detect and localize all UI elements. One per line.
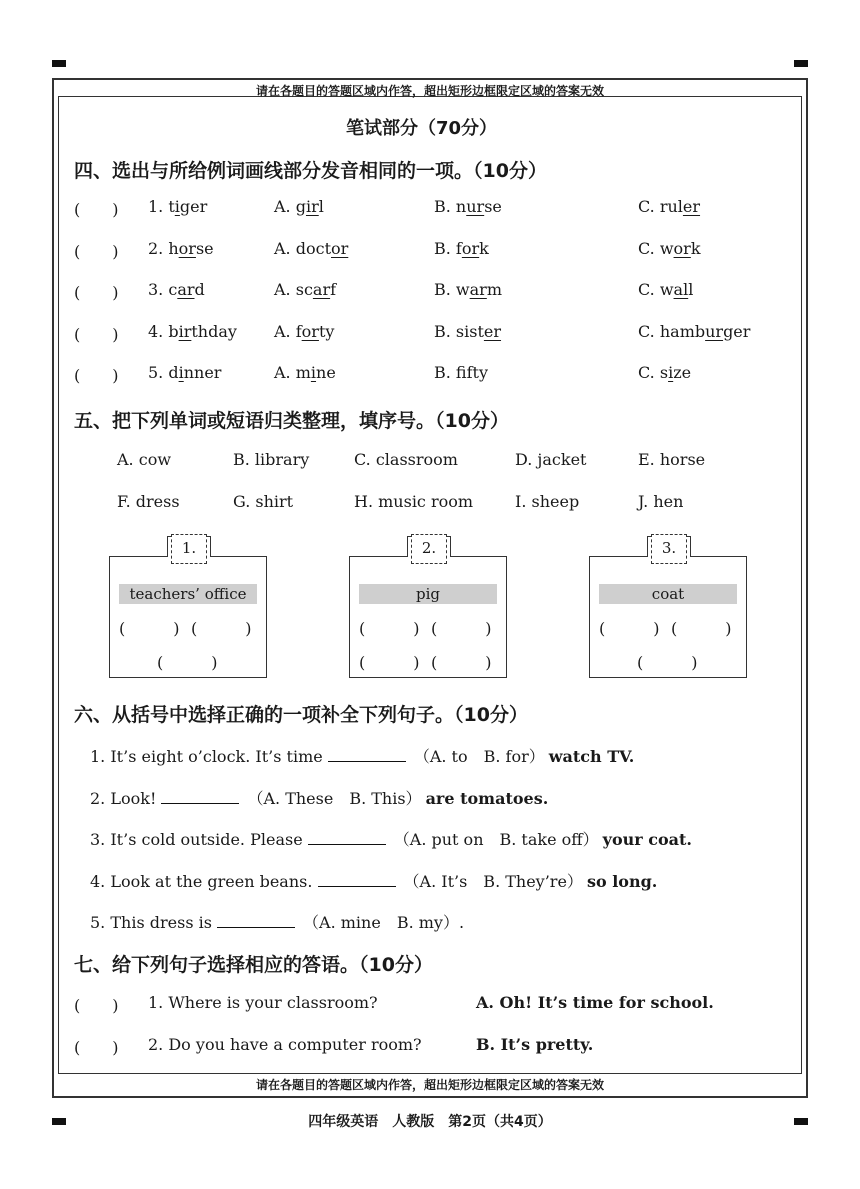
option-a <box>274 363 336 382</box>
option-text-part: se <box>484 197 502 216</box>
section-5-title: 五、把下列单词或短语归类整理，填序号。（10分） <box>74 410 509 432</box>
option-text-part: er <box>682 197 701 216</box>
example-word-text <box>148 239 214 258</box>
sentence-item <box>90 744 634 767</box>
category-example-bar: pig <box>359 584 497 604</box>
option-text-part: l <box>318 197 324 216</box>
question-text: 1. Where is your classroom? <box>148 993 378 1012</box>
option-text <box>434 363 488 382</box>
sentence-text: 2. Look! <box>90 788 157 808</box>
question-text: 2. Do you have a computer room? <box>148 1034 422 1054</box>
answer-bracket[interactable]: ( ) <box>431 619 492 638</box>
option-text-part: C. hamb <box>638 321 706 341</box>
answer-bracket[interactable]: ( ) <box>431 653 492 672</box>
answer-bracket[interactable]: ( ) <box>74 200 119 219</box>
option-text-part: A. m <box>274 363 311 382</box>
sentence-text: 3. It’s cold outside. Please <box>90 830 303 849</box>
page-heading: 笔试部分（70分） <box>346 118 498 139</box>
option-text-part: ze <box>673 363 692 382</box>
option-text-part: or <box>331 238 349 258</box>
word-bank-item: F. dress <box>117 492 180 511</box>
answer-options: （A. to B. for） <box>413 747 545 766</box>
answer-blank[interactable] <box>161 789 239 804</box>
option-text <box>638 197 700 216</box>
answer-bracket[interactable]: ( ) <box>359 653 420 672</box>
section-7-title: 七、给下列句子选择相应的答语。（10分） <box>74 954 433 976</box>
option-text-part: ger <box>723 321 751 341</box>
answer-bracket[interactable]: ( ) <box>74 996 119 1015</box>
example-word-text <box>148 197 207 216</box>
word-bank-item: H. music room <box>354 492 474 511</box>
option-a <box>274 280 336 299</box>
option-text-part: i <box>310 363 317 382</box>
word-bank-item: C. classroom <box>354 450 458 469</box>
option-text <box>274 239 348 258</box>
sentence-item <box>90 827 692 850</box>
option-text-part: ne <box>316 363 336 382</box>
example-word-text <box>148 322 237 341</box>
option-text-part: m <box>486 280 502 299</box>
sentence-text: 4. Look at the green beans. <box>90 871 313 891</box>
option-text-part: ar <box>469 280 487 299</box>
option-text <box>434 280 502 299</box>
option-text <box>274 322 334 341</box>
registration-mark-top-left <box>52 60 66 67</box>
example-word-text-part: ar <box>177 280 195 299</box>
option-text <box>434 322 501 341</box>
answer-bracket[interactable]: ( ) <box>359 619 420 638</box>
answer-options: （A. These B. This） <box>247 788 422 808</box>
sentence-item <box>90 910 468 933</box>
option-text-part: A. sc <box>274 280 313 299</box>
sentence-text: 1. It’s eight o’clock. It’s time <box>90 747 323 766</box>
answer-bracket[interactable]: ( ) <box>637 653 698 672</box>
option-text-part: B. n <box>434 197 467 216</box>
option-text-part: ur <box>705 321 724 341</box>
word-bank-item: D. jacket <box>515 450 587 469</box>
option-c <box>638 363 691 382</box>
option-b <box>434 197 502 216</box>
option-a <box>274 197 324 216</box>
section-6-title: 六、从括号中选择正确的一项补全下列句子。（10分） <box>74 704 528 726</box>
option-text-part: k <box>479 238 489 258</box>
option-text <box>274 363 336 382</box>
option-text-part: C. s <box>638 363 669 382</box>
answer-blank[interactable] <box>318 872 396 887</box>
category-number-tab: 3. <box>651 534 687 564</box>
option-text-part: er <box>483 321 502 341</box>
option-text <box>638 363 691 382</box>
answer-options: （A. put on B. take off） <box>393 830 599 849</box>
option-text <box>434 239 489 258</box>
option-text-part: B. sist <box>434 321 484 341</box>
option-c <box>638 239 701 258</box>
example-word-text-part: ir <box>178 321 192 341</box>
word-bank-item: I. sheep <box>515 492 580 511</box>
option-a <box>274 239 348 258</box>
option-text-part: l <box>688 280 694 299</box>
answer-options: （A. mine B. my）. <box>303 913 465 932</box>
option-text-part: ir <box>305 197 319 216</box>
sentence-ending: so long. <box>586 871 658 891</box>
option-a <box>274 322 334 341</box>
answer-options: （A. It’s B. They’re） <box>403 871 583 891</box>
example-word-text <box>148 363 221 382</box>
example-word-text-part: 5. d <box>148 363 179 382</box>
example-word-text-part: i <box>178 363 184 382</box>
example-word-text-part: 2. h <box>148 238 179 258</box>
answer-bracket[interactable]: ( ) <box>74 324 119 344</box>
answer-blank[interactable] <box>217 913 295 928</box>
option-c <box>638 322 750 341</box>
sentence-ending: are tomatoes. <box>425 788 549 808</box>
option-b <box>434 322 501 341</box>
option-text-part: or <box>673 238 691 258</box>
option-text-part: B. f <box>434 363 467 382</box>
sentence-ending: watch TV. <box>548 747 635 766</box>
category-example-bar: coat <box>599 584 737 604</box>
option-text-part: f <box>330 280 337 299</box>
category-example-bar: teachers’ office <box>119 584 257 604</box>
option-text-part: ar <box>312 280 331 299</box>
word-bank-item: B. library <box>233 450 310 469</box>
answer-bracket[interactable]: ( ) <box>74 1037 119 1057</box>
option-text-part: fty <box>466 363 488 382</box>
example-word-text-part: thday <box>191 321 237 341</box>
example-word-text-part: or <box>178 238 196 258</box>
option-text <box>638 239 701 258</box>
section-4-title: 四、选出与所给例词画线部分发音相同的一项。（10分） <box>74 160 547 182</box>
answer-bracket[interactable]: ( ) <box>671 619 732 638</box>
option-b <box>434 363 488 382</box>
example-word-text-part: se <box>195 238 214 258</box>
option-text-part: C. w <box>638 280 674 299</box>
example-word <box>148 363 221 382</box>
sentence-item <box>90 786 548 809</box>
option-text-part: or <box>301 321 319 341</box>
example-word <box>148 280 205 299</box>
option-text-part: B. w <box>434 280 470 299</box>
answer-bracket[interactable]: ( ) <box>119 619 180 638</box>
example-word-text-part: ger <box>179 197 208 216</box>
sentence-item <box>90 869 657 892</box>
option-text-part: A. f <box>274 321 302 341</box>
option-text <box>274 197 324 216</box>
response-option: B. It’s pretty. <box>476 1034 594 1054</box>
bottom-notice: 请在各题目的答题区域内作答，超出矩形边框限定区域的答案无效 <box>255 1078 604 1092</box>
option-text <box>638 280 693 299</box>
top-notice: 请在各题目的答题区域内作答，超出矩形边框限定区域的答案无效 <box>255 84 604 98</box>
option-text-part: A. g <box>274 197 306 216</box>
word-bank-item: G. shirt <box>233 492 294 511</box>
option-text <box>638 322 750 341</box>
example-word-text-part: d <box>194 280 205 299</box>
answer-bracket[interactable]: ( ) <box>74 283 119 302</box>
example-word <box>148 239 214 258</box>
option-b <box>434 280 502 299</box>
category-number-tab: 1. <box>171 534 207 564</box>
word-bank-item: A. cow <box>117 450 172 469</box>
sentence-ending: your coat. <box>602 830 692 849</box>
category-number-tab: 2. <box>411 534 447 564</box>
sentence-text: 5. This dress is <box>90 913 212 932</box>
response-option: A. Oh! It’s time for school. <box>476 993 714 1012</box>
option-text-part: i <box>668 363 674 382</box>
option-text-part: al <box>673 280 689 299</box>
answer-bracket[interactable]: ( ) <box>191 619 252 638</box>
option-text-part: ty <box>318 321 335 341</box>
page-footer: 四年级英语 人教版 第2页（共4页） <box>308 1114 552 1130</box>
registration-mark-top-right <box>794 60 808 67</box>
option-c <box>638 197 700 216</box>
answer-bracket[interactable]: ( ) <box>74 366 119 385</box>
answer-blank[interactable] <box>308 830 386 845</box>
example-word-text-part: 3. c <box>148 280 178 299</box>
example-word-text-part: 1. t <box>148 197 175 216</box>
option-text-part: ur <box>466 197 485 216</box>
answer-blank[interactable] <box>328 747 406 762</box>
example-word-text-part: 4. b <box>148 321 179 341</box>
example-word <box>148 322 237 341</box>
example-word-text-part: nner <box>183 363 222 382</box>
option-text-part: C. rul <box>638 197 683 216</box>
option-b <box>434 239 489 258</box>
example-word <box>148 197 207 216</box>
example-word-text <box>148 280 205 299</box>
word-bank-item: J. hen <box>638 492 684 511</box>
answer-bracket[interactable]: ( ) <box>157 653 218 672</box>
answer-bracket[interactable]: ( ) <box>74 241 119 261</box>
option-text-part: or <box>461 238 480 258</box>
option-c <box>638 280 693 299</box>
option-text-part: C. w <box>638 238 674 258</box>
example-word-text-part: i <box>174 197 180 216</box>
answer-bracket[interactable]: ( ) <box>599 619 660 638</box>
option-text-part: B. f <box>434 238 462 258</box>
option-text <box>434 197 502 216</box>
word-bank-item: E. horse <box>638 450 706 469</box>
option-text <box>274 280 336 299</box>
option-text-part: k <box>690 238 701 258</box>
option-text-part: A. doct <box>274 238 331 258</box>
